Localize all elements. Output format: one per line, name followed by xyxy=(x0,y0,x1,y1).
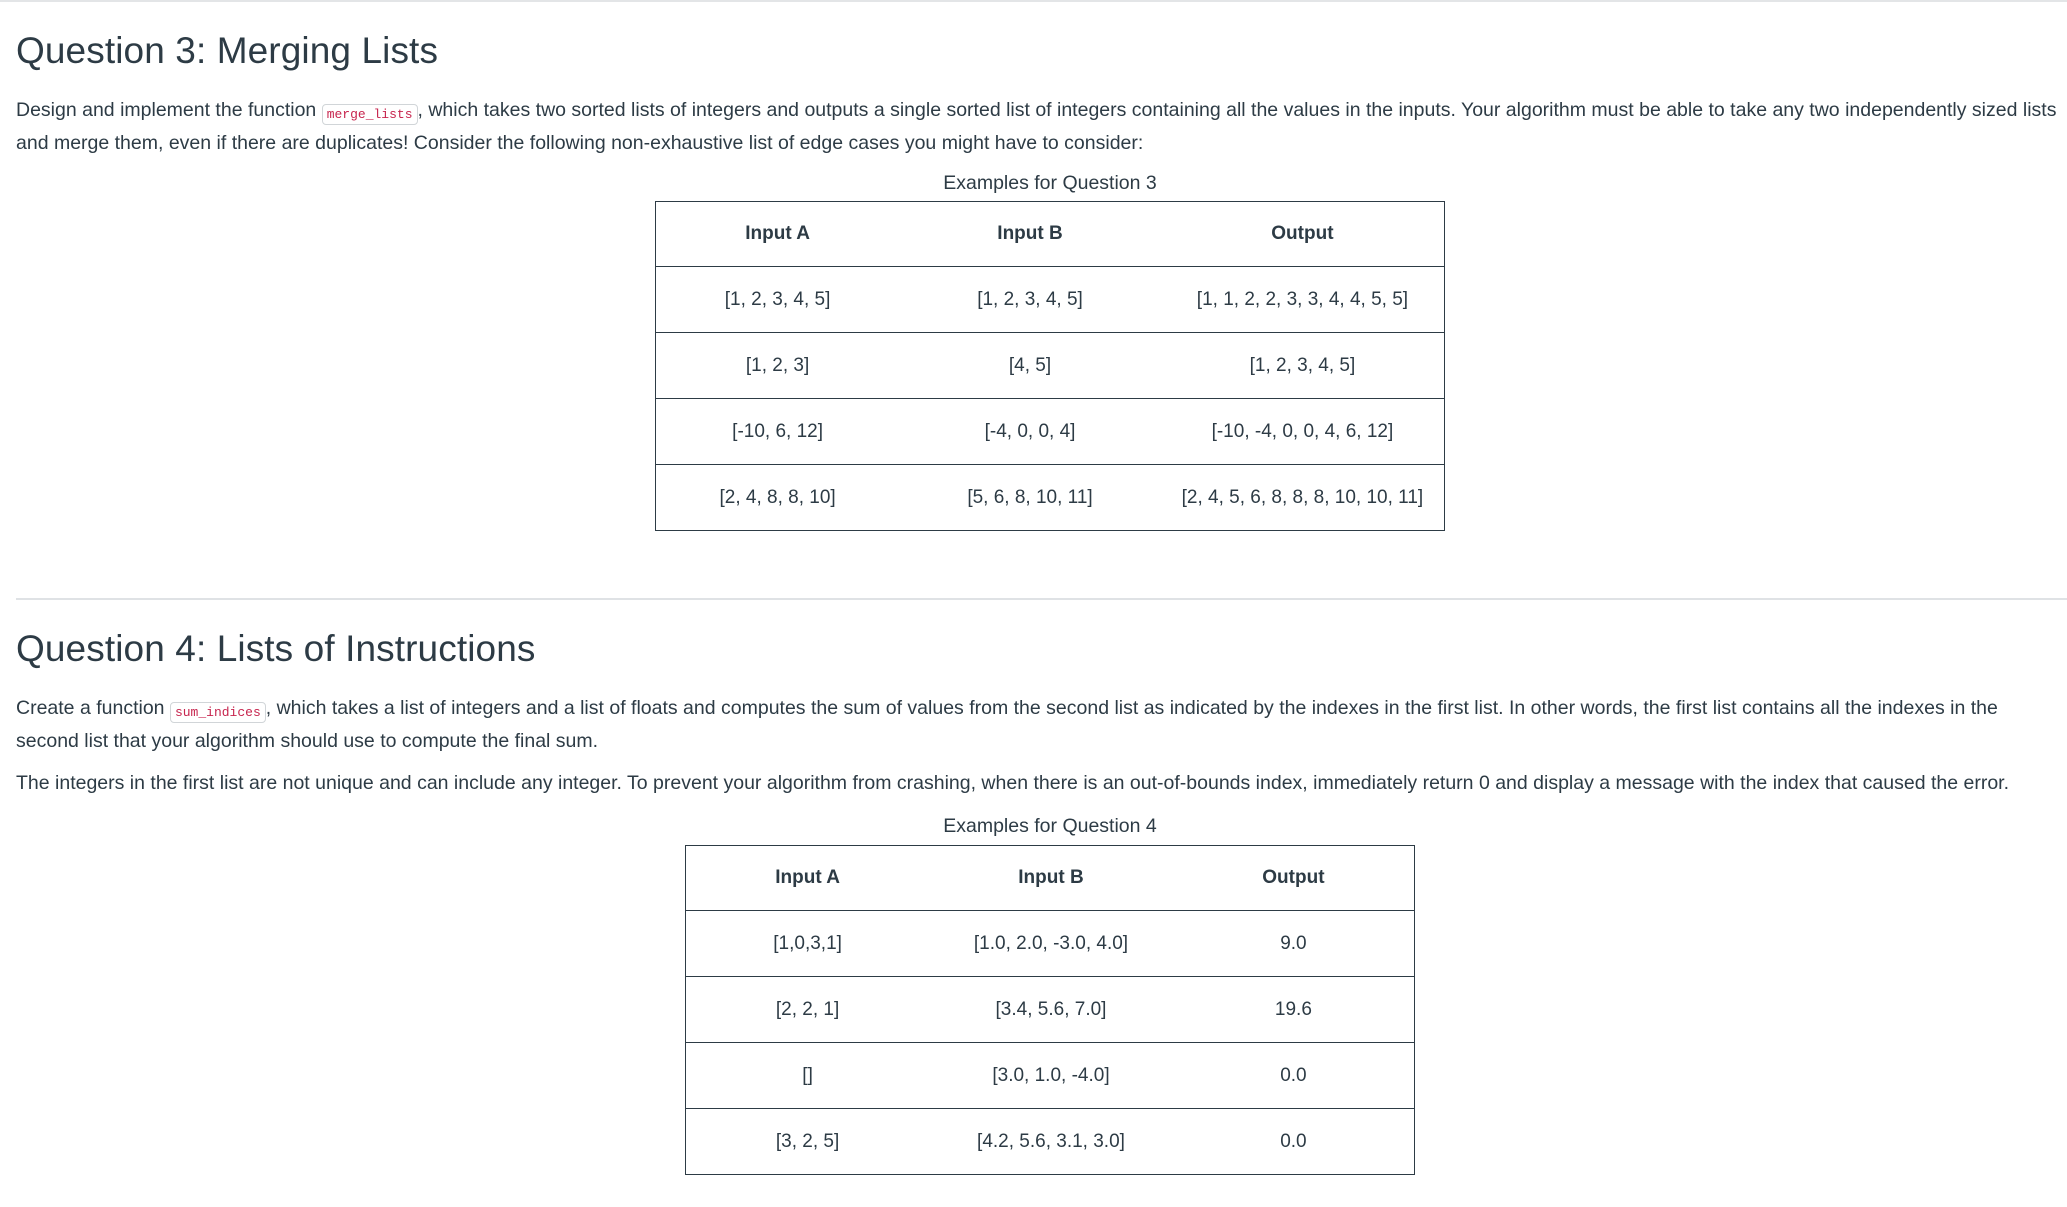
cell-output: 0.0 xyxy=(1173,1043,1415,1109)
table-row xyxy=(656,267,1445,333)
q3-desc-start: Design and implement the function xyxy=(16,99,322,121)
table-row xyxy=(686,1109,1415,1175)
cell-output: [1, 2, 3, 4, 5] xyxy=(1161,333,1445,399)
q4-heading: Question 4: Lists of Instructions xyxy=(16,628,536,669)
cell-input-b: [3.4, 5.6, 7.0] xyxy=(929,977,1173,1043)
cell-input-a: [2, 2, 1] xyxy=(686,977,930,1043)
cell-output: [1, 1, 2, 2, 3, 3, 4, 4, 5, 5] xyxy=(1161,267,1445,333)
cell-output: [2, 4, 5, 6, 8, 8, 8, 10, 10, 11] xyxy=(1161,465,1445,531)
table-row xyxy=(656,465,1445,531)
table-row xyxy=(686,1043,1415,1109)
header-input-b: Input B xyxy=(997,223,1063,244)
cell-output: [-10, -4, 0, 0, 4, 6, 12] xyxy=(1161,399,1445,465)
section-divider xyxy=(16,598,2067,600)
cell-output: 0.0 xyxy=(1173,1109,1415,1175)
q4-table-caption: Examples for Question 4 xyxy=(943,815,1157,837)
cell-input-b: [3.0, 1.0, -4.0] xyxy=(929,1043,1173,1109)
q4-desc-end: , which takes a list of integers and a list of floats and computes the sum of values from the second list as indicated by the indexes in the first list. In other words, the first list contains all the indexes in the second list that your algorithm should use to compute the final sum. xyxy=(16,697,1998,752)
sum-indices-code: sum_indices xyxy=(170,702,266,723)
q3-heading: Question 3: Merging Lists xyxy=(16,30,439,71)
cell-input-a: [1,0,3,1] xyxy=(686,911,930,977)
cell-output: 9.0 xyxy=(1173,911,1415,977)
table-row xyxy=(686,911,1415,977)
cell-input-b: [-4, 0, 0, 4] xyxy=(899,399,1161,465)
table-row xyxy=(656,399,1445,465)
table-row xyxy=(656,333,1445,399)
q4-examples-table xyxy=(685,845,1415,1175)
cell-input-a: [3, 2, 5] xyxy=(686,1109,930,1175)
table-row xyxy=(686,977,1415,1043)
cell-input-b: [4.2, 5.6, 3.1, 3.0] xyxy=(929,1109,1173,1175)
cell-input-a: [2, 4, 8, 8, 10] xyxy=(656,465,900,531)
q4-description xyxy=(16,693,2062,756)
q3-examples-table xyxy=(655,201,1445,531)
cell-input-a: [1, 2, 3] xyxy=(656,333,900,399)
cell-input-b: [4, 5] xyxy=(899,333,1161,399)
q3-desc-end: , which takes two sorted lists of integers and outputs a single sorted list of integers containing all the values in the inputs. Your algorithm must be able to take any two independently sized lists and merge them, even if there are duplicates! Consider the following non-exhaustive list of edge cases you might have to consider: xyxy=(16,99,2057,154)
table-header-row xyxy=(686,846,1415,911)
cell-input-b: [1.0, 2.0, -3.0, 4.0] xyxy=(929,911,1173,977)
cell-input-a: [1, 2, 3, 4, 5] xyxy=(656,267,900,333)
table-header-row xyxy=(656,202,1445,267)
q4-desc-start: Create a function xyxy=(16,697,170,719)
header-output: Output xyxy=(1271,223,1334,244)
cell-output: 19.6 xyxy=(1173,977,1415,1043)
cell-input-a: [] xyxy=(686,1043,930,1109)
top-divider xyxy=(0,0,2067,2)
header-output: Output xyxy=(1262,867,1325,888)
q3-table-caption: Examples for Question 3 xyxy=(943,172,1157,194)
q4-constraint-text: The integers in the first list are not unique and can include any integer. To prevent your algorithm from crashing, when there is an out-of-bounds index, immediately return 0 and display a message with the index that caused the error. xyxy=(16,772,2010,794)
cell-input-b: [5, 6, 8, 10, 11] xyxy=(899,465,1161,531)
header-input-a: Input A xyxy=(745,223,810,244)
header-input-b: Input B xyxy=(1018,867,1084,888)
merge-lists-code: merge_lists xyxy=(322,104,418,125)
header-input-a: Input A xyxy=(775,867,840,888)
cell-input-a: [-10, 6, 12] xyxy=(656,399,900,465)
q3-description xyxy=(16,95,2062,158)
cell-input-b: [1, 2, 3, 4, 5] xyxy=(899,267,1161,333)
